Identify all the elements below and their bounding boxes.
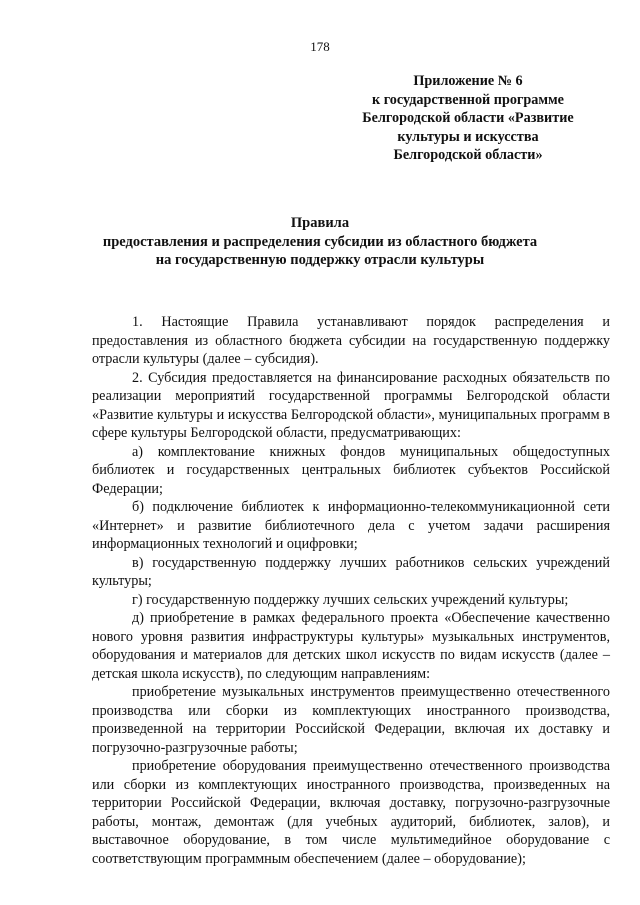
document-body	[92, 313, 610, 868]
appendix-line: Белгородской области»	[393, 147, 543, 163]
appendix-line: культуры и искусства	[397, 128, 539, 145]
document-title	[60, 214, 580, 270]
paragraph-2a: а) комплектование книжных фондов муниципальных общедоступных библиотек и государственных центральных библиотек субъектов Российской Федерации;	[92, 443, 610, 497]
paragraph-equipment: приобретение оборудования преимущественно отечественного производства или сборки из комплектующих иностранного производства, произведенных на территории Российской Федерации, включая доставку, погрузочно-разгрузочные работы, монтаж, демонтаж (для учебных аудиторий, библиотек, залов), и выставочное оборудование, в том числе мультимедийное оборудование с соответствующим программным обеспечением (далее – оборудование);	[92, 758, 610, 867]
appendix-header	[352, 72, 584, 165]
paragraph-instruments: приобретение музыкальных инструментов преимущественно отечественного производства или сборки из комплектующих иностранного производства, произведенной на территории Российской Федерации, включая их доставку и погрузочно-разгрузочные работы;	[92, 684, 610, 756]
title-line: предоставления и распределения субсидии из областного бюджета	[102, 233, 538, 250]
paragraph-2: 2. Субсидия предоставляется на финансирование расходных обязательств по реализации мероприятий государственной программы Белгородской области «Развитие культуры и искусства Белгородской области», муниципальных программ в сфере культуры Белгородской области, предусматривающих:	[92, 369, 610, 441]
title-line: на государственную поддержку отрасли культуры	[155, 252, 485, 268]
paragraph-2b: б) подключение библиотек к информационно-телекоммуникационной сети «Интернет» и развитие библиотечного дела с учетом задачи расширения информационных технологий и оцифровки;	[92, 499, 610, 552]
paragraph-2d: д) приобретение в рамках федерального проекта «Обеспечение качественно нового уровня развития инфраструктуры культуры» музыкальных инструментов, оборудования и материалов для детских школ искусств по видам искусств (далее – детская школа искусств), по следующим направлениям:	[92, 610, 610, 682]
page-number: 178	[310, 39, 330, 54]
paragraph-2v: в) государственную поддержку лучших работников сельских учреждений культуры;	[92, 554, 610, 589]
paragraph-2g: г) государственную поддержку лучших сельских учреждений культуры;	[132, 591, 569, 608]
appendix-line: к государственной программе	[372, 91, 564, 108]
title-line: Правила	[290, 215, 350, 231]
appendix-line: Приложение № 6	[413, 73, 523, 89]
paragraph-1: 1. Настоящие Правила устанавливают порядок распределения и предоставления из областного бюджета субсидии на государственную поддержку отрасли культуры (далее – субсидия).	[92, 314, 610, 367]
appendix-line: Белгородской области «Развитие	[362, 110, 574, 126]
